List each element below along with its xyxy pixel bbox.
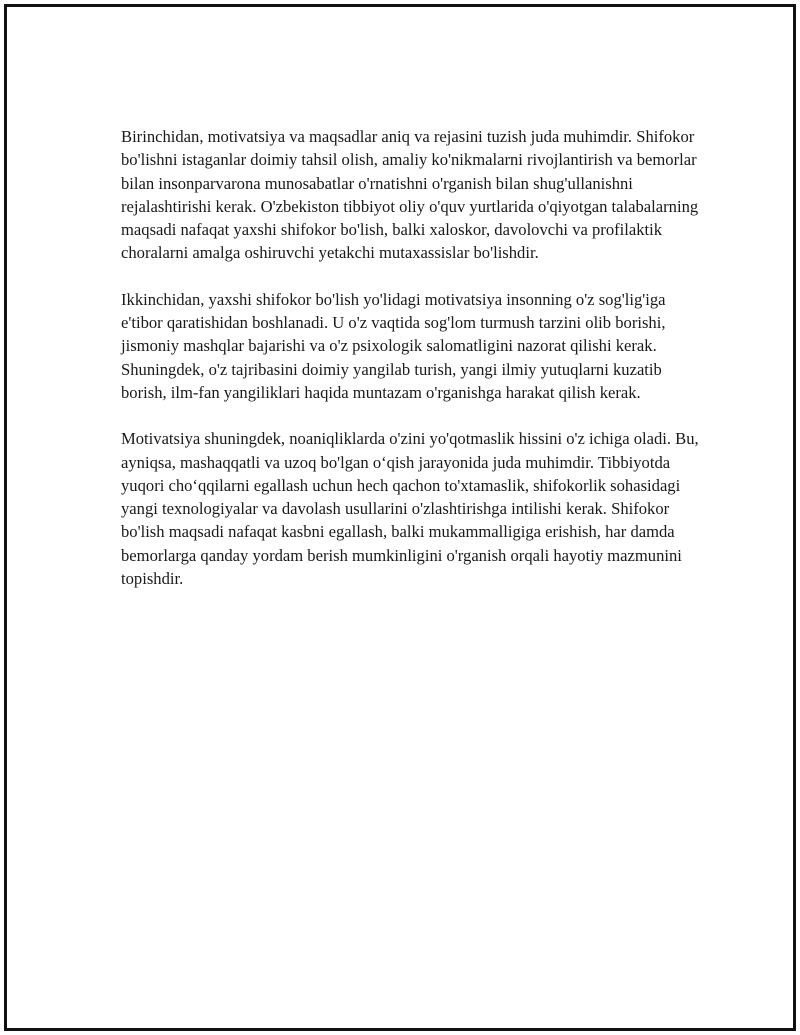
paragraph-3: Motivatsiya shuningdek, noaniqliklarda o'zini yo'qotmaslik hissini o'z ichiga oladi. Bu, ayniqsa, mashaqqatli va uzoq bo'lgan o‘qish jarayonida juda muhimdir. Tibbiyotda yuqori cho‘qqilarni egallash uchun hech qachon to'xtamaslik, shifokorlik sohasidagi yangi texnologiyalar va davolash usullarini o'zlashtirishga intilishi kerak. Shifokor bo'lish maqsadi nafaqat kasbni egallash, balki mukammalligiga erishish, har damda bemorlarga qanday yordam berish mumkinligini o'rganish orqali hayotiy mazmunini topishdir. — [121, 429, 699, 589]
document-body — [121, 125, 701, 613]
paragraph-1: Birinchidan, motivatsiya va maqsadlar aniq va rejasini tuzish juda muhimdir. Shifokor bo'lishni istaganlar doimiy tahsil olish, amaliy ko'nikmalarni rivojlantirish va bemorlar bilan insonparvarona munosabatlar o'rnatishni o'rganish bilan shug'ullanishni rejalashtirishi kerak. O'zbekiston tibbiyot oliy o'quv yurtlarida o'qiyotgan talabalarning maqsadi nafaqat yaxshi shifokor bo'lish, balki xaloskor, davolovchi va profilaktik choralarni amalga oshiruvchi yetakchi mutaxassislar bo'lishdir. — [121, 127, 699, 263]
paragraph-2: Ikkinchidan, yaxshi shifokor bo'lish yo'lidagi motivatsiya insonning o'z sog'lig'iga e'tibor qaratishidan boshlanadi. U o'z vaqtida sog'lom turmush tarzini olib borishi, jismoniy mashqlar bajarishi va o'z psixologik salomatligini nazorat qilishi kerak. Shuningdek, o'z tajribasini doimiy yangilab turish, yangi ilmiy yutuqlarni kuzatib borish, ilm-fan yangiliklari haqida muntazam o'rganishga harakat qilish kerak. — [121, 289, 666, 402]
page-border — [4, 4, 796, 1031]
